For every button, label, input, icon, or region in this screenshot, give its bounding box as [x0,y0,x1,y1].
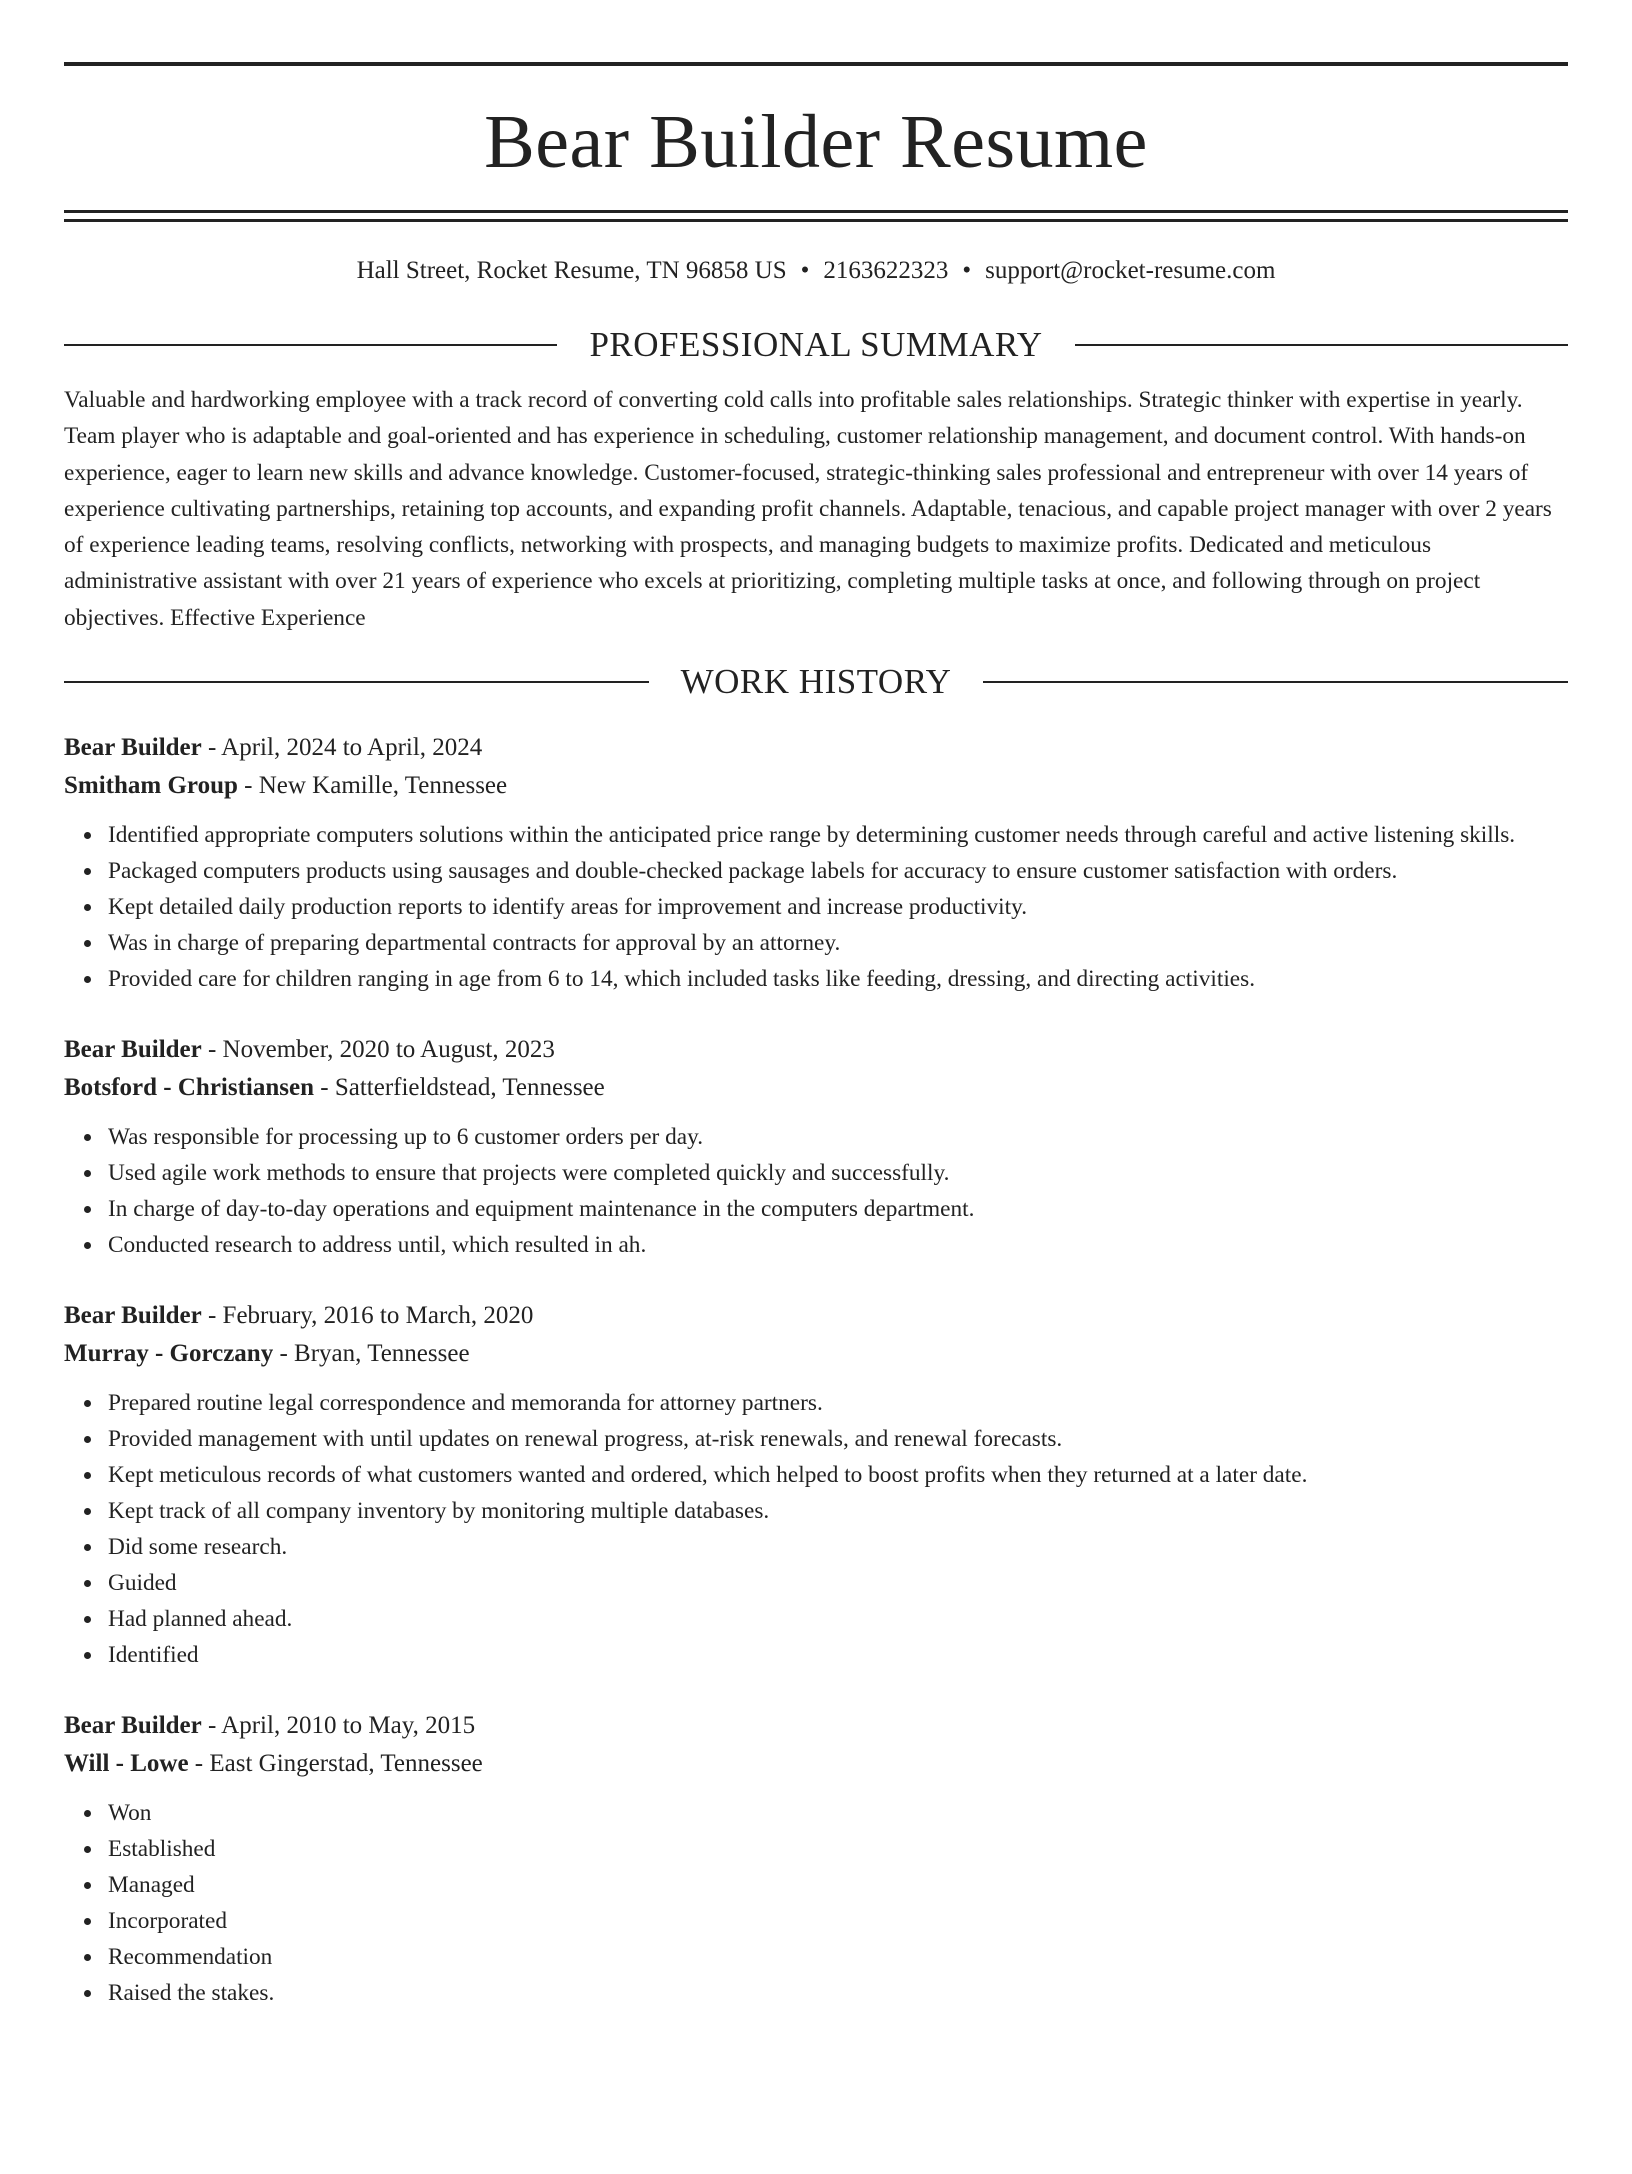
heading-rule-left [64,681,649,683]
job-bullet: Raised the stakes. [108,1975,1568,2011]
job-entry [64,1031,1568,1263]
heading-rule-left [64,344,557,346]
contact-separator: • [800,257,810,284]
job-bullet: Conducted research to address until, which resulted in ah. [108,1227,1568,1263]
job-location: - East Gingerstad, Tennessee [188,1750,483,1778]
job-title: Bear Builder [64,1712,202,1740]
job-bullet-list [64,817,1568,997]
summary-section-heading [64,327,1568,362]
work-history-list [64,729,1568,2011]
header-top-rule [64,62,1568,66]
resume-name: Bear Builder Resume [484,100,1148,184]
job-company: Murray - Gorczany [64,1340,274,1368]
header-double-rule [64,210,1568,222]
job-location: - New Kamille, Tennessee [237,772,508,800]
summary-heading: PROFESSIONAL SUMMARY [589,325,1043,364]
job-title-line [64,1707,1568,1745]
work-heading: WORK HISTORY [680,662,952,702]
job-company-line [64,1745,1568,1783]
heading-rule-right [1075,344,1568,346]
job-title-line [64,1297,1568,1335]
job-company-line [64,1335,1568,1373]
job-title: Bear Builder [64,1036,202,1064]
job-bullet: Was in charge of preparing departmental contracts for approval by an attorney. [108,925,1568,961]
contact-email: support@rocket-resume.com [985,257,1276,284]
job-dates: - November, 2020 to August, 2023 [201,1036,555,1064]
job-bullet: Identified [108,1637,1568,1673]
job-bullet-list [64,1795,1568,2011]
job-entry [64,729,1568,997]
summary-text: Valuable and hardworking employee with a track record of converting cold calls into profitable sales relationships. Strategic thinker with expertise in yearly. Team player who is adaptable and goal-oriented and has experience in scheduling, customer relationship management, and document control. With hands-on experience, eager to learn new skills and advance knowledge. Customer-focused, strategic-thinking sales professional and entrepreneur with over 14 years of experience cultivating partnerships, retaining top accounts, and expanding profit channels. Adaptable, tenacious, and capable project manager with over 2 years of experience leading teams, resolving conflicts, networking with prospects, and managing budgets to maximize profits. Dedicated and meticulous administrative assistant with over 21 years of experience who excels at prioritizing, completing multiple tasks at once, and following through on project objectives. Effective Experience [64,387,1552,631]
job-title: Bear Builder [64,734,202,762]
job-bullet: Incorporated [108,1903,1568,1939]
job-company: Smitham Group [64,772,238,800]
job-bullet: Provided care for children ranging in age from 6 to 14, which included tasks like feeding, dressing, and directing activities. [108,961,1568,997]
job-bullet: Did some research. [108,1529,1568,1565]
job-bullet: Established [108,1831,1568,1867]
job-bullet: In charge of day-to-day operations and equipment maintenance in the computers department. [108,1191,1568,1227]
resume-page [0,62,1632,2174]
job-company-line [64,767,1568,805]
job-bullet: Won [108,1795,1568,1831]
job-location: - Satterfieldstead, Tennessee [314,1074,605,1102]
job-bullet: Managed [108,1867,1568,1903]
contact-phone: 2163622323 [823,257,949,284]
job-bullet: Identified appropriate computers solutions within the anticipated price range by determining customer needs through careful and active listening skills. [108,817,1568,853]
job-entry [64,1707,1568,2011]
job-title: Bear Builder [64,1302,202,1330]
job-bullet: Was responsible for processing up to 6 customer orders per day. [108,1119,1568,1155]
job-dates: - April, 2010 to May, 2015 [201,1712,476,1740]
job-bullet: Prepared routine legal correspondence and memoranda for attorney partners. [108,1385,1568,1421]
work-section-heading [64,662,1568,702]
job-bullet: Provided management with until updates on renewal progress, at-risk renewals, and renewal forecasts. [108,1421,1568,1457]
contact-line [64,258,1568,283]
job-location: - Bryan, Tennessee [273,1340,470,1368]
job-company-line [64,1069,1568,1107]
job-bullet: Packaged computers products using sausages and double-checked package labels for accuracy to ensure customer satisfaction with orders. [108,853,1568,889]
job-bullet: Recommendation [108,1939,1568,1975]
job-bullet-list [64,1119,1568,1263]
contact-address: Hall Street, Rocket Resume, TN 96858 US [356,257,787,284]
job-bullet: Kept detailed daily production reports to identify areas for improvement and increase productivity. [108,889,1568,925]
job-bullet-list [64,1385,1568,1673]
job-bullet: Used agile work methods to ensure that projects were completed quickly and successfully. [108,1155,1568,1191]
job-entry [64,1297,1568,1673]
job-company: Botsford - Christiansen [64,1074,315,1102]
job-bullet: Kept meticulous records of what customers wanted and ordered, which helped to boost profits when they returned at a later date. [108,1457,1568,1493]
job-dates: - February, 2016 to March, 2020 [201,1302,534,1330]
job-bullet: Kept track of all company inventory by monitoring multiple databases. [108,1493,1568,1529]
job-title-line [64,1031,1568,1069]
job-dates: - April, 2024 to April, 2024 [201,734,483,762]
job-bullet: Had planned ahead. [108,1601,1568,1637]
heading-rule-right [983,681,1568,683]
contact-separator: • [962,257,972,284]
job-bullet: Guided [108,1565,1568,1601]
job-title-line [64,729,1568,767]
job-company: Will - Lowe [64,1750,189,1778]
